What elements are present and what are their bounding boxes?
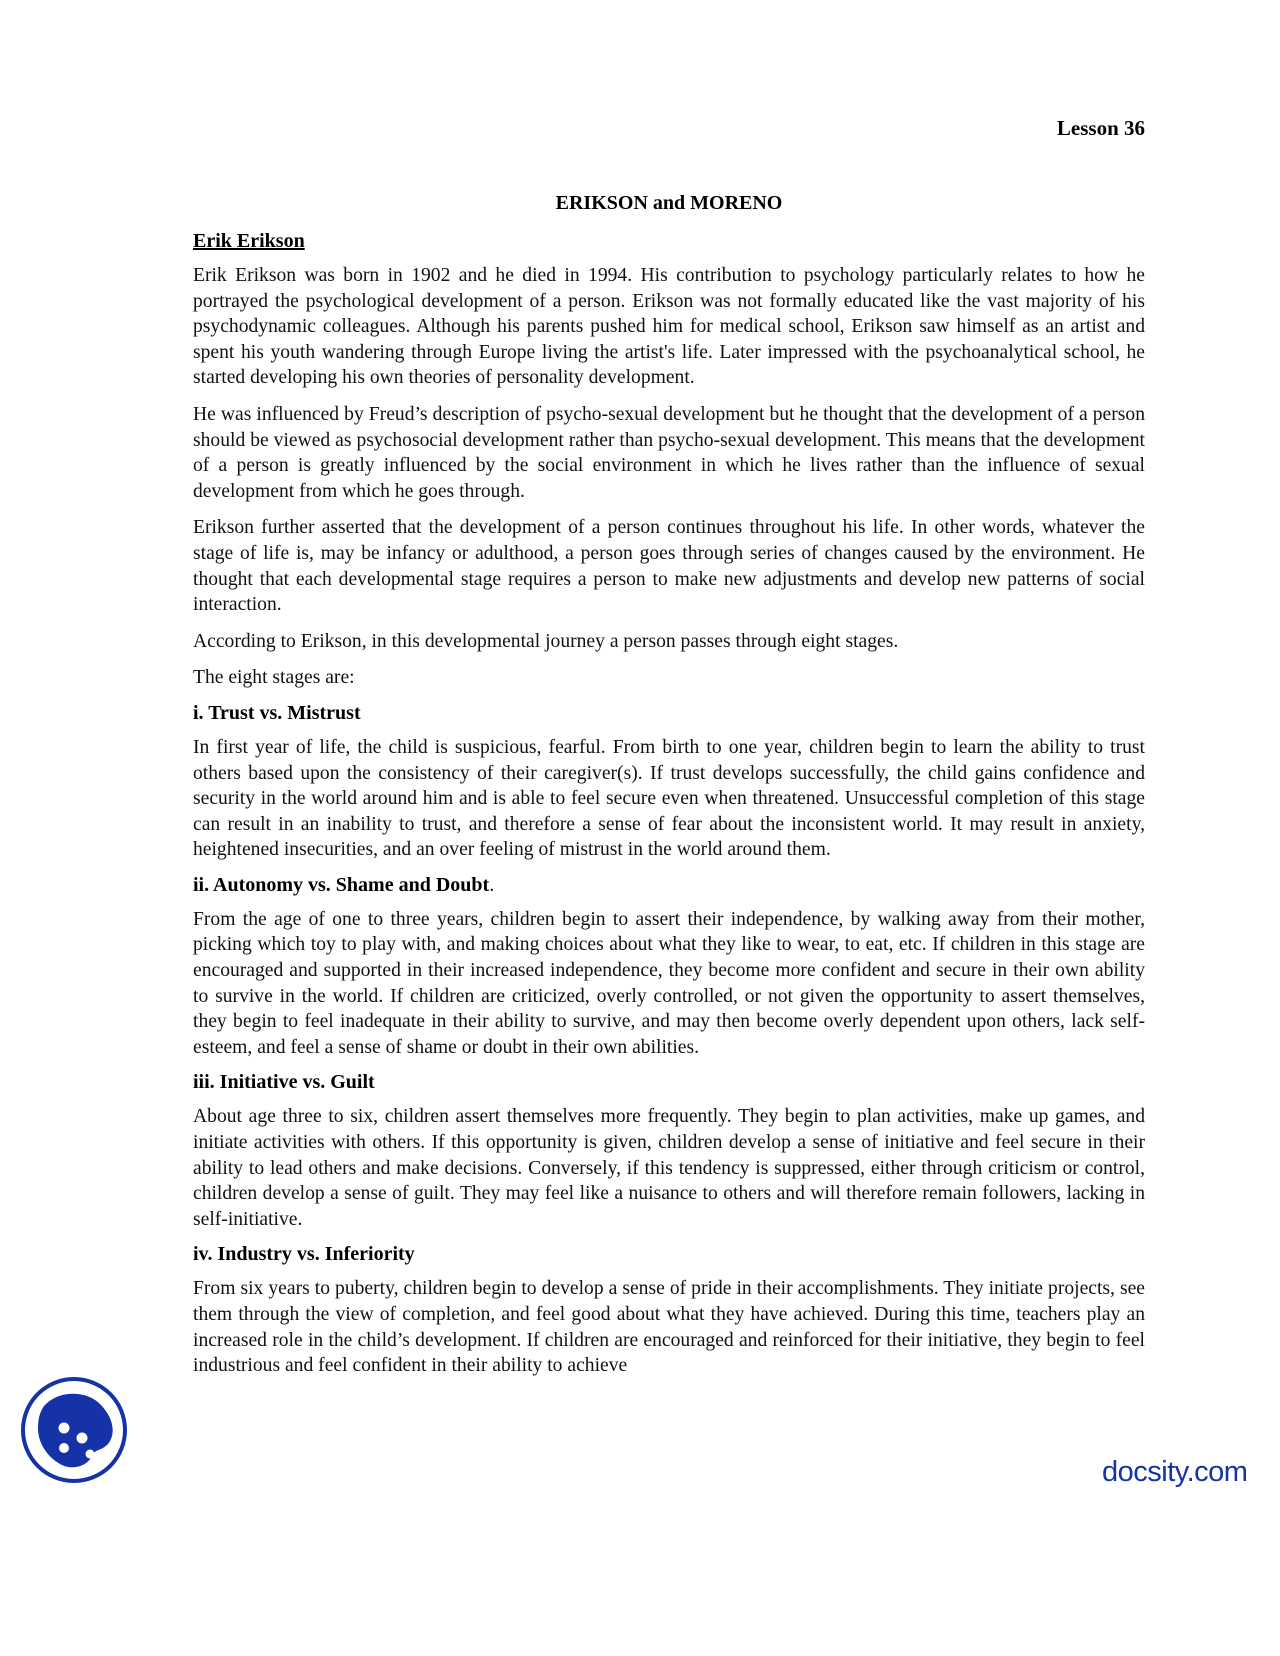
lesson-label: Lesson 36: [1056, 116, 1145, 140]
stage-heading: [193, 874, 1145, 897]
stage-heading: [193, 1243, 1145, 1266]
stage-paragraph: From the age of one to three years, children begin to assert their independence, by walking away from their mother, picking which toy to play with, and making choices about what they like to wear, to eat, etc. If children in this stage are encouraged and supported in their increased independence, they become more confident and secure in their own ability to survive in the world. If children are criticized, overly controlled, or not given the opportunity to assert themselves, they begin to feel inadequate in their ability to survive, and may then become overly dependent upon others, lack self-esteem, and feel a sense of shame or doubt in their own abilities.: [193, 908, 1145, 1058]
paragraph: The eight stages are:: [193, 667, 355, 689]
stage-paragraph: About age three to six, children assert themselves more frequently. They begin to plan activities, make up games, and initiate activities with others. If this opportunity is given, children develop a sense of initiative and feel secure in their ability to lead others and make decisions. Conversely, if this tendency is suppressed, either through criticism or control, children develop a sense of guilt. They may feel like a nuisance to others and will therefore remain followers, lacking in self-initiative.: [193, 1106, 1145, 1230]
stage-heading-text: ii. Autonomy vs. Shame and Doubt: [193, 873, 490, 896]
docsity-watermark[interactable]: docsity.com: [1102, 1456, 1248, 1488]
document-title: ERIKSON and MORENO: [555, 192, 783, 214]
stage-heading-text: iii. Initiative vs. Guilt: [193, 1071, 375, 1094]
paragraph: Erik Erikson was born in 1902 and he died in 1994. His contribution to psychology particularly relates to how he portrayed the psychological development of a person. Erikson was not formally educated like the vast majority of his psychodynamic colleagues. Although his parents pushed him for medical school, Erikson saw himself as an artist and spent his youth wandering through Europe living the artist's life. Later impressed with the psychoanalytical school, he started developing his own theories of personality development.: [193, 265, 1145, 389]
stage-heading-text: i. Trust vs. Mistrust: [193, 701, 361, 724]
stage-paragraph: From six years to puberty, children begin to develop a sense of pride in their accomplishments. They initiate projects, see them through the view of completion, and feel good about what they have achieved. During this time, teachers play an increased role in the child’s development. If children are encouraged and reinforced for their initiative, they begin to feel industrious and feel confident in their ability to achieve: [193, 1278, 1145, 1377]
stage-paragraph: In first year of life, the child is suspicious, fearful. From birth to one year, children begin to learn the ability to trust others based upon the consistency of their caregiver(s). If trust develops successfully, the child gains confidence and security in the world around him and is able to feel secure even when threatened. Unsuccessful completion of this stage can result in an inability to trust, and therefore a sense of fear about the inconsistent world. It may result in anxiety, heightened insecurities, and an over feeling of mistrust in the world around them.: [193, 736, 1145, 861]
paragraph: According to Erikson, in this developmental journey a person passes through eight stages.: [193, 630, 899, 652]
stage-heading-text: iv. Industry vs. Inferiority: [193, 1243, 415, 1266]
paragraph: He was influenced by Freud’s description of psycho-sexual development but he thought that the development of a person should be viewed as psychosocial development rather than psycho-sexual development. This means that the development of a person is greatly influenced by the social environment in which he lives rather than the influence of sexual development from which he goes through.: [193, 403, 1145, 502]
stage-heading: [193, 1071, 1145, 1094]
section-heading: Erik Erikson: [193, 230, 305, 252]
document-body: [193, 230, 1145, 1390]
stage-heading: [193, 702, 1145, 725]
paragraph: Erikson further asserted that the development of a person continues throughout his life. In other words, whatever the stage of life is, may be infancy or adulthood, a person goes through series of changes caused by the environment. He thought that each developmental stage requires a person to make new adjustments and develop new patterns of social interaction.: [193, 517, 1145, 616]
docsity-logo-icon: [20, 1376, 128, 1484]
stage-heading-suffix: .: [489, 873, 495, 896]
